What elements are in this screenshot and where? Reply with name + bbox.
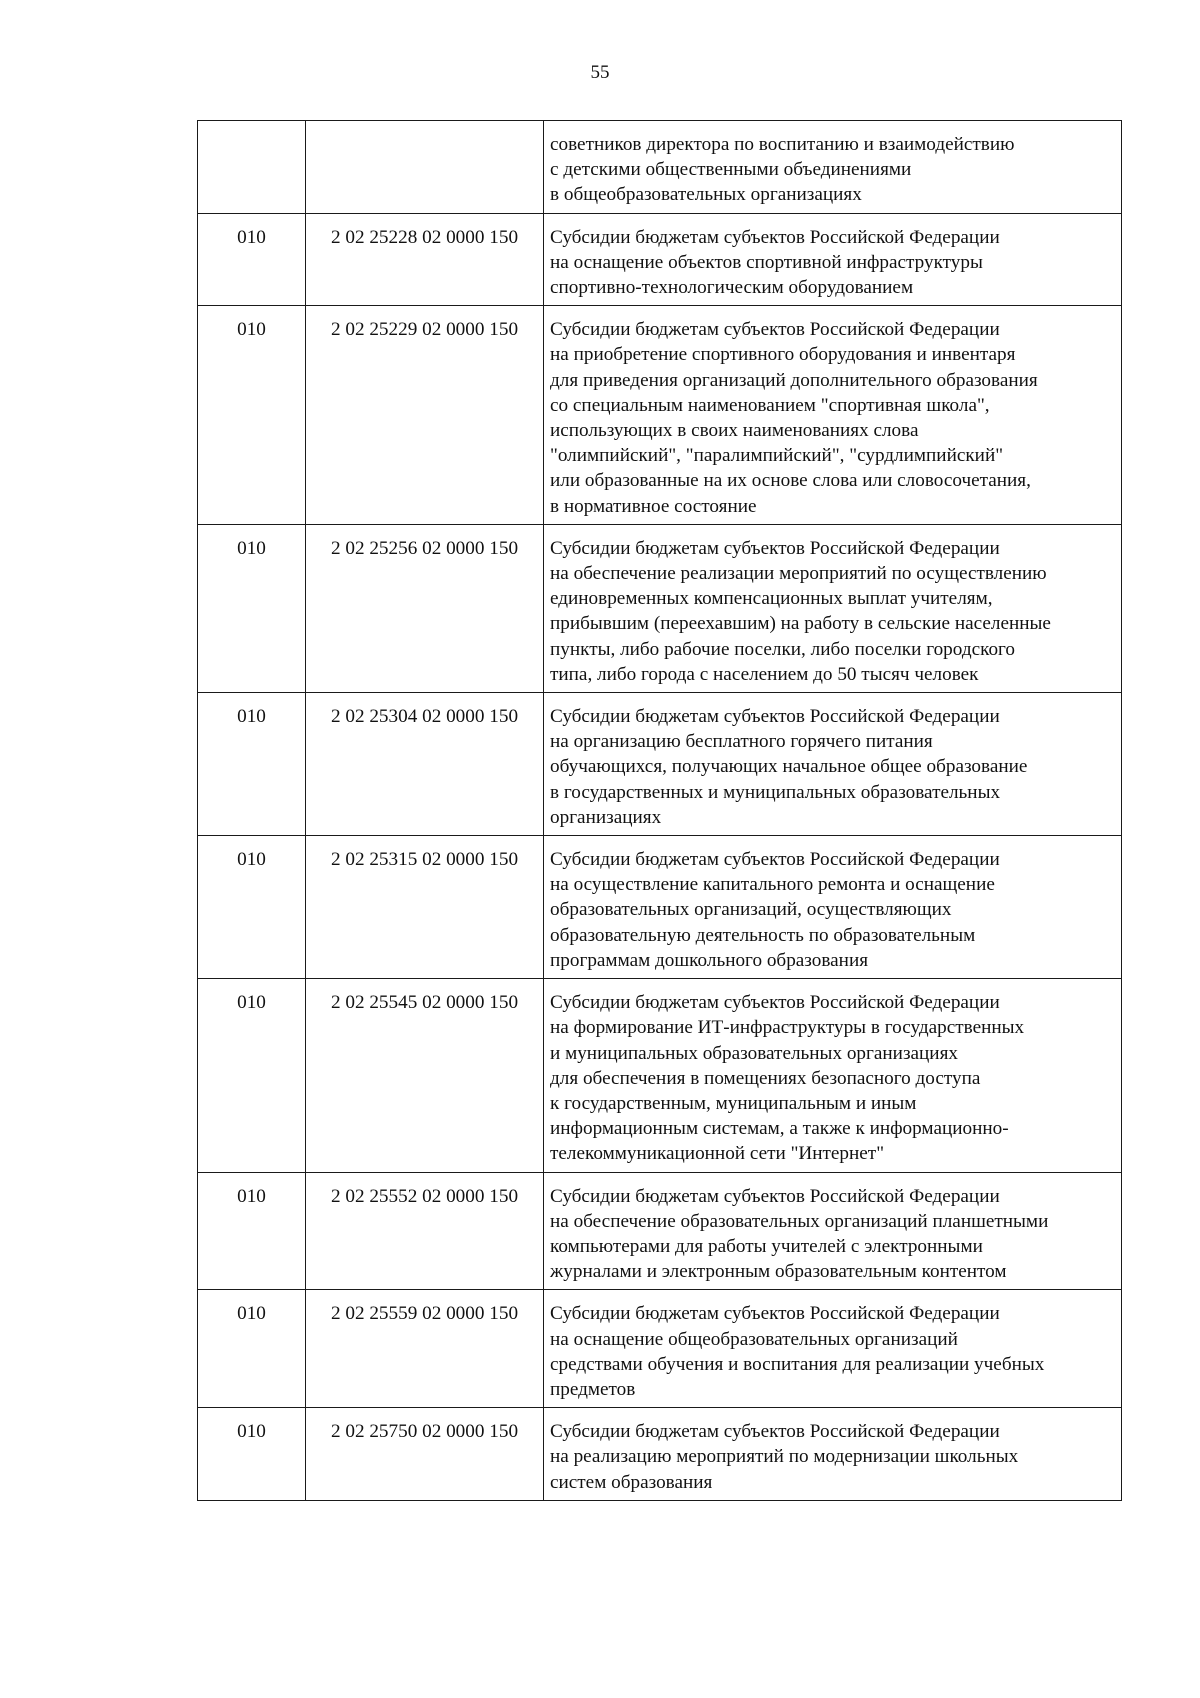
description-line: на приобретение спортивного оборудования и инвентаря	[550, 344, 1016, 366]
description-cell	[544, 306, 1122, 525]
description-line: на осуществление капитального ремонта и оснащение	[550, 874, 995, 896]
table-row	[198, 213, 1122, 306]
description-line: на реализацию мероприятий по модернизации школьных	[550, 1446, 1019, 1468]
description-cell	[544, 1290, 1122, 1408]
description-line: с детскими общественными объединениями	[550, 159, 912, 181]
admin-code-cell: 010	[198, 213, 306, 306]
description-cell	[544, 836, 1122, 979]
description-cell	[544, 1172, 1122, 1290]
description-cell	[544, 524, 1122, 692]
description-cell	[544, 979, 1122, 1172]
description-cell	[544, 693, 1122, 836]
table-row	[198, 1408, 1122, 1501]
budget-code-cell: 2 02 25559 02 0000 150	[306, 1290, 544, 1408]
description-line: Субсидии бюджетам субъектов Российской Федерации	[550, 849, 1000, 871]
admin-code-cell: 010	[198, 1172, 306, 1290]
description-line: в нормативное состояние	[550, 495, 757, 517]
description-line: программам дошкольного образования	[550, 949, 869, 971]
description-line: средствами обучения и воспитания для реализации учебных	[550, 1353, 1045, 1375]
admin-code-cell: 010	[198, 836, 306, 979]
table-row	[198, 1290, 1122, 1408]
description-cell	[544, 121, 1122, 214]
table-row	[198, 1172, 1122, 1290]
budget-code-cell: 2 02 25315 02 0000 150	[306, 836, 544, 979]
admin-code-cell: 010	[198, 693, 306, 836]
description-line: пункты, либо рабочие поселки, либо поселки городского	[550, 638, 1016, 660]
description-line: журналами и электронным образовательным контентом	[550, 1261, 1007, 1283]
admin-code-cell	[198, 121, 306, 214]
description-line: систем образования	[550, 1471, 713, 1493]
budget-code-cell: 2 02 25545 02 0000 150	[306, 979, 544, 1172]
description-line: на организацию бесплатного горячего питания	[550, 731, 933, 753]
description-line: использующих в своих наименованиях слова	[550, 420, 919, 442]
description-cell	[544, 213, 1122, 306]
description-line: для приведения организаций дополнительного образования	[550, 369, 1038, 391]
table-row	[198, 121, 1122, 214]
description-line: типа, либо города с населением до 50 тысяч человек	[550, 663, 979, 685]
description-line: спортивно-технологическим оборудованием	[550, 277, 914, 299]
budget-code-cell: 2 02 25552 02 0000 150	[306, 1172, 544, 1290]
budget-classification-table	[197, 120, 1122, 1501]
description-line: в общеобразовательных организациях	[550, 184, 862, 206]
budget-code-cell: 2 02 25229 02 0000 150	[306, 306, 544, 525]
description-line: информационным системам, а также к информационно-	[550, 1118, 1009, 1140]
table-body	[198, 121, 1122, 1501]
description-line: на оснащение объектов спортивной инфраструктуры	[550, 251, 983, 273]
description-line: для обеспечения в помещениях безопасного доступа	[550, 1067, 981, 1089]
description-line: Субсидии бюджетам субъектов Российской Федерации	[550, 226, 1000, 248]
admin-code-cell: 010	[198, 1290, 306, 1408]
budget-code-cell: 2 02 25304 02 0000 150	[306, 693, 544, 836]
admin-code-cell: 010	[198, 524, 306, 692]
table-row	[198, 979, 1122, 1172]
table-row	[198, 524, 1122, 692]
description-line: на обеспечение реализации мероприятий по осуществлению	[550, 563, 1047, 585]
description-line: к государственным, муниципальным и иным	[550, 1092, 917, 1114]
description-line: Субсидии бюджетам субъектов Российской Федерации	[550, 706, 1000, 728]
description-line: телекоммуникационной сети "Интернет"	[550, 1143, 885, 1165]
description-line: предметов	[550, 1378, 636, 1400]
description-line: образовательных организаций, осуществляющих	[550, 899, 952, 921]
description-line: единовременных компенсационных выплат учителям,	[550, 588, 993, 610]
description-cell	[544, 1408, 1122, 1501]
description-line: советников директора по воспитанию и взаимодействию	[550, 134, 1015, 155]
description-line: Субсидии бюджетам субъектов Российской Федерации	[550, 992, 1000, 1014]
description-line: компьютерами для работы учителей с электронными	[550, 1235, 983, 1257]
description-line: "олимпийский", "паралимпийский", "сурдлимпийский"	[550, 445, 1004, 467]
description-line: Субсидии бюджетам субъектов Российской Федерации	[550, 1421, 1000, 1443]
description-line: Субсидии бюджетам субъектов Российской Федерации	[550, 537, 1000, 559]
budget-code-cell: 2 02 25256 02 0000 150	[306, 524, 544, 692]
description-line: образовательную деятельность по образовательным	[550, 924, 976, 946]
description-line: Субсидии бюджетам субъектов Российской Федерации	[550, 319, 1000, 341]
description-line: организациях	[550, 806, 662, 828]
table-row	[198, 836, 1122, 979]
description-line: на обеспечение образовательных организаций планшетными	[550, 1210, 1049, 1232]
table-row	[198, 306, 1122, 525]
description-line: на оснащение общеобразовательных организаций	[550, 1328, 958, 1350]
admin-code-cell: 010	[198, 979, 306, 1172]
budget-code-cell: 2 02 25228 02 0000 150	[306, 213, 544, 306]
description-line: или образованные на их основе слова или словосочетания,	[550, 470, 1031, 492]
description-line: Субсидии бюджетам субъектов Российской Федерации	[550, 1185, 1000, 1207]
page-number: 55	[590, 62, 610, 83]
admin-code-cell: 010	[198, 1408, 306, 1501]
description-line: прибывшим (переехавшим) на работу в сельские населенные	[550, 613, 1051, 635]
description-line: в государственных и муниципальных образовательных	[550, 781, 1001, 803]
table-row	[198, 693, 1122, 836]
description-line: Субсидии бюджетам субъектов Российской Федерации	[550, 1303, 1000, 1325]
budget-code-cell: 2 02 25750 02 0000 150	[306, 1408, 544, 1501]
description-line: со специальным наименованием "спортивная школа",	[550, 394, 990, 416]
description-line: обучающихся, получающих начальное общее образование	[550, 756, 1028, 778]
description-line: на формирование ИТ-инфраструктуры в государственных	[550, 1017, 1025, 1039]
description-line: и муниципальных образовательных организациях	[550, 1042, 958, 1064]
budget-code-cell	[306, 121, 544, 214]
admin-code-cell: 010	[198, 306, 306, 525]
